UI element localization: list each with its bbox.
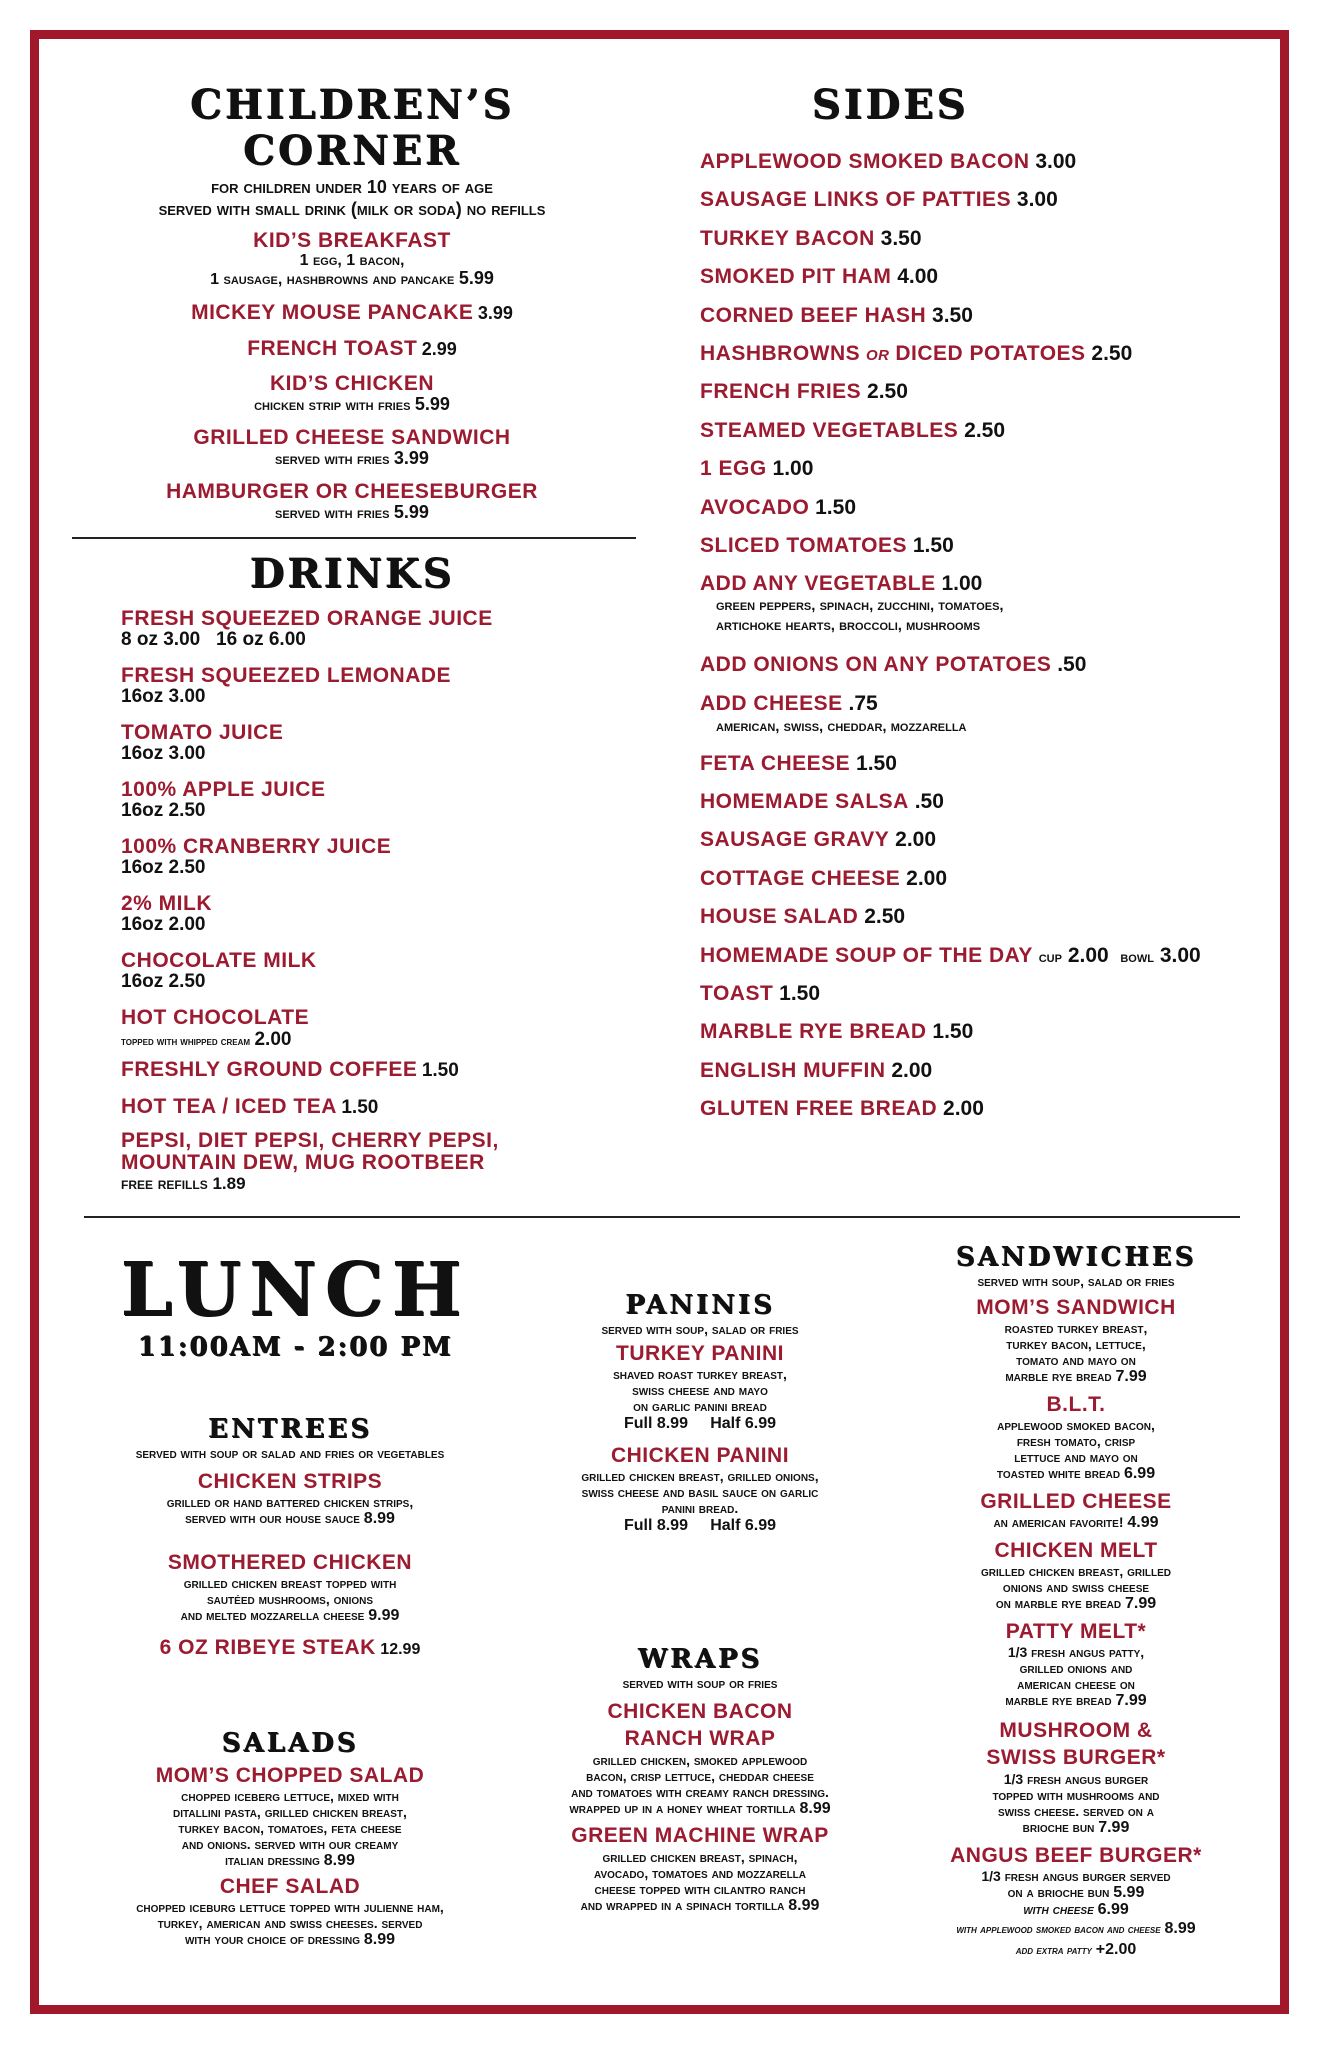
menu-item: [72, 481, 632, 523]
side-item: [700, 752, 1260, 790]
item-desc: ditallini pasta, grilled chicken breast,: [173, 1804, 407, 1820]
item-desc: onions and swiss cheese: [1002, 1579, 1150, 1595]
wraps-title: WRAPS: [637, 1644, 763, 1674]
item-desc: shaved roast turkey breast,: [613, 1366, 787, 1382]
item-price: 5.99: [1113, 1884, 1145, 1901]
item-desc: on garlic panini bread: [633, 1398, 767, 1414]
side-item: [700, 692, 1260, 752]
menu-item: [80, 1636, 500, 1660]
item-desc: 1/3 fresh angus patty,: [1007, 1644, 1145, 1660]
item-price: Full 8.99: [623, 1517, 688, 1534]
item-price: 16oz 2.50: [121, 857, 206, 878]
item-desc: 1/3 fresh angus burger served: [981, 1868, 1171, 1884]
lunch-hours: 11:00AM - 2:00 PM: [137, 1332, 453, 1362]
title-line-1: CHILDREN’S: [189, 81, 515, 128]
item-price: 16oz 3.00: [121, 686, 206, 707]
menu-item: [80, 1764, 500, 1869]
menu-item-angus: [896, 1844, 1256, 1958]
item-desc: grilled chicken breast topped with: [183, 1575, 397, 1591]
side-item: [700, 1097, 1260, 1135]
item-desc: marble rye bread: [1005, 1692, 1112, 1708]
paninis-note: served with soup, salad or fries: [601, 1321, 799, 1337]
item-price: 16oz 2.50: [121, 971, 206, 992]
item-desc: brioche bun: [1022, 1819, 1095, 1835]
item-desc: an american favorite!: [993, 1514, 1124, 1530]
item-name: TOAST: [700, 982, 774, 1006]
side-item: [700, 653, 1260, 691]
side-item: [700, 188, 1260, 226]
item-name: HAMBURGER OR CHEESEBURGER: [166, 480, 538, 503]
item-size: cup: [1038, 948, 1062, 966]
drink-item: [121, 665, 632, 722]
item-desc: on a brioche bun: [1007, 1884, 1110, 1900]
side-item: [700, 790, 1260, 828]
item-name: GLUTEN FREE BREAD: [700, 1097, 938, 1121]
item-name: 1 EGG: [700, 457, 767, 481]
item-name: RANCH WRAP: [624, 1727, 776, 1750]
item-name: ADD CHEESE: [700, 691, 843, 715]
item-name: PEPSI, DIET PEPSI, CHERRY PEPSI,: [121, 1129, 499, 1152]
lunch-title: LUNCH: [120, 1247, 470, 1333]
item-desc: free refills: [121, 1174, 208, 1193]
salads-title: SALADS: [221, 1728, 359, 1758]
menu-item: [520, 1823, 880, 1914]
item-price: +2.00: [1095, 1941, 1137, 1958]
item-price: 2.99: [421, 339, 457, 359]
item-name: SMOKED PIT HAM: [700, 265, 892, 289]
menu-item: [80, 1551, 500, 1624]
drink-item: [121, 1059, 632, 1096]
item-size: bowl: [1120, 948, 1154, 966]
item-name: ANGUS BEEF BURGER*: [950, 1844, 1202, 1867]
item-name: 2% MILK: [121, 892, 213, 915]
item-name: HASHBROWNS: [700, 341, 861, 365]
item-price: 1.89: [212, 1174, 246, 1193]
item-price: 1.00: [772, 457, 814, 481]
item-name: AVOCADO: [700, 495, 810, 519]
item-desc: and melted mozzarella cheese: [180, 1607, 365, 1623]
item-name: ADD ANY VEGETABLE: [700, 572, 936, 596]
item-desc: and tomatoes with creamy ranch dressing.: [571, 1784, 829, 1800]
item-desc: with your choice of dressing: [184, 1931, 360, 1947]
item-price: 8 oz 3.00 16 oz 6.00: [121, 629, 306, 650]
item-price: .50: [914, 790, 944, 814]
item-name: STEAMED VEGETABLES: [700, 418, 959, 442]
item-desc: grilled chicken breast, grilled onions,: [581, 1468, 819, 1484]
item-name: FRESH SQUEEZED LEMONADE: [121, 664, 452, 687]
item-name: APPLEWOOD SMOKED BACON: [700, 150, 1030, 173]
item-desc: served with our house sauce: [185, 1510, 360, 1526]
side-item: [700, 227, 1260, 265]
menu-item: [896, 1717, 1256, 1836]
side-item: [700, 944, 1260, 982]
item-price: 9.99: [368, 1607, 400, 1624]
item-desc: tomato and mayo on: [1016, 1352, 1136, 1368]
item-name: CHICKEN PANINI: [610, 1444, 790, 1467]
menu-item: [520, 1342, 880, 1434]
item-desc: turkey bacon, lettuce,: [1006, 1336, 1146, 1352]
item-desc: and wrapped in a spinach tortilla: [580, 1897, 785, 1913]
drink-item: [121, 1007, 632, 1059]
item-name: TURKEY PANINI: [616, 1342, 784, 1365]
item-name: CHICKEN BACON: [607, 1700, 793, 1723]
item-price: 12.99: [380, 1641, 421, 1658]
item-price: 3.99: [477, 303, 513, 323]
sides-title: SIDES: [811, 81, 969, 128]
item-name: HOUSE SALAD: [700, 905, 859, 929]
side-item: [700, 380, 1260, 418]
item-price: 1.50: [779, 982, 821, 1006]
side-item: [700, 534, 1260, 572]
item-price: 2.00: [943, 1097, 984, 1121]
item-name: MUSHROOM &: [999, 1719, 1153, 1742]
item-name: 100% APPLE JUICE: [121, 778, 326, 801]
item-name: FRESH SQUEEZED ORANGE JUICE: [121, 607, 493, 630]
item-name: GREEN MACHINE WRAP: [571, 1824, 829, 1847]
drinks-section: [72, 552, 632, 1194]
item-name: HOMEMADE SALSA: [700, 790, 909, 814]
item-price: .50: [1057, 653, 1087, 677]
item-name: SMOTHERED CHICKEN: [167, 1551, 413, 1574]
children-note-age: for children under 10 years of age: [211, 177, 493, 197]
item-desc: american cheese on: [1017, 1676, 1135, 1692]
item-price: 1.50: [815, 495, 856, 519]
item-price: 3.00: [1016, 188, 1058, 212]
item-price: 7.99: [1115, 1692, 1147, 1709]
item-name: MICKEY MOUSE PANCAKE: [191, 301, 474, 324]
item-desc: topped with mushrooms and: [992, 1787, 1160, 1803]
side-item: [700, 150, 1260, 188]
item-price: Half 6.99: [710, 1415, 777, 1432]
item-price: 1.50: [932, 1020, 974, 1044]
menu-item: [72, 301, 632, 325]
item-price: 7.99: [1124, 1595, 1157, 1612]
item-desc: artichoke hearts, broccoli, mushrooms: [716, 617, 981, 635]
sandwiches-section: [896, 1242, 1256, 1958]
item-desc: 1 sausage, hashbrowns and pancake: [210, 271, 455, 288]
item-price: Full 8.99: [623, 1415, 688, 1432]
item-desc: chicken strip with fries: [254, 397, 411, 414]
side-item: [700, 419, 1260, 457]
item-name: FRENCH FRIES: [700, 380, 862, 404]
item-name: DICED POTATOES: [895, 341, 1086, 365]
item-desc: served with fries: [275, 505, 390, 522]
item-name: CORNED BEEF HASH: [700, 303, 927, 327]
item-price: 2.00: [254, 1029, 292, 1050]
drink-item: [121, 1096, 632, 1130]
drink-item: [121, 779, 632, 836]
menu-item: [520, 1444, 880, 1536]
item-name: MOUNTAIN DEW, MUG ROOTBEER: [121, 1151, 485, 1174]
drink-item: [121, 608, 632, 665]
side-item: [700, 1020, 1260, 1058]
item-desc: chopped iceburg lettuce topped with julienne ham,: [136, 1899, 444, 1915]
wraps-note: served with soup or fries: [622, 1675, 778, 1691]
item-desc: green peppers, spinach, zucchini, tomatoes,: [716, 597, 1004, 615]
item-desc: applewood smoked bacon,: [997, 1417, 1155, 1433]
menu-item: [896, 1620, 1256, 1709]
item-price: 16oz 2.00: [121, 914, 206, 935]
item-name: SAUSAGE GRAVY: [700, 828, 890, 852]
item-price: 7.99: [1115, 1368, 1147, 1385]
wraps-section: [520, 1644, 880, 1914]
item-price: 5.99: [458, 268, 494, 288]
item-desc: grilled chicken, smoked applewood: [592, 1752, 808, 1768]
item-desc: grilled or hand battered chicken strips,: [166, 1494, 414, 1510]
item-desc: italian dressing: [225, 1852, 320, 1868]
item-name: GRILLED CHEESE SANDWICH: [193, 426, 511, 449]
childrens-corner-section: [72, 82, 632, 523]
drink-item: [121, 893, 632, 950]
item-desc: swiss cheese and mayo: [632, 1382, 768, 1398]
item-desc: panini bread.: [661, 1500, 739, 1516]
item-option: add extra patty: [1015, 1943, 1092, 1957]
menu-item: [72, 230, 632, 289]
item-name: 100% CRANBERRY JUICE: [121, 835, 392, 858]
side-item: [700, 905, 1260, 943]
item-name: CHICKEN MELT: [994, 1539, 1158, 1562]
item-price: 2.50: [867, 380, 908, 404]
item-desc: american, swiss, cheddar, mozzarella: [716, 717, 967, 735]
item-price: 2.50: [1091, 341, 1133, 365]
item-name: SAUSAGE LINKS OF PATTIES: [700, 188, 1012, 212]
item-price: 1.50: [421, 1060, 459, 1081]
item-desc: and onions. served with our creamy: [181, 1836, 399, 1852]
item-price: 5.99: [414, 394, 450, 414]
item-price: 3.00: [1159, 943, 1201, 967]
entrees-note: served with soup or salad and fries or vegetables: [135, 1445, 445, 1461]
item-desc: swiss cheese and basil sauce on garlic: [581, 1484, 819, 1500]
childrens-corner-title: [72, 82, 632, 174]
item-price: 8.99: [799, 1800, 831, 1817]
menu-item: [896, 1490, 1256, 1531]
side-item: [700, 982, 1260, 1020]
menu-item: [896, 1539, 1256, 1612]
side-item: [700, 457, 1260, 495]
menu-item: [896, 1393, 1256, 1482]
drink-item: [121, 722, 632, 779]
item-desc: bacon, crisp lettuce, cheddar cheese: [586, 1768, 814, 1784]
divider: [84, 1216, 1240, 1218]
item-name: HOT TEA / ICED TEA: [121, 1095, 337, 1118]
item-desc: chopped iceberg lettuce, mixed with: [181, 1788, 399, 1804]
item-name: MOM’S CHOPPED SALAD: [155, 1764, 425, 1787]
menu-item: [80, 1470, 500, 1527]
item-connector: OR: [866, 346, 890, 364]
item-price: 2.00: [895, 828, 937, 852]
item-price: Half 6.99: [710, 1517, 777, 1534]
side-item: [700, 867, 1260, 905]
drinks-title: DRINKS: [249, 550, 455, 597]
sandwiches-title: SANDWICHES: [955, 1242, 1197, 1272]
item-name: SLICED TOMATOES: [700, 533, 908, 557]
entrees-section: [80, 1414, 500, 1660]
side-item: [700, 572, 1260, 653]
item-name: TURKEY BACON: [700, 226, 875, 250]
item-price: 2.00: [1067, 943, 1109, 967]
item-desc: toasted white bread: [996, 1465, 1121, 1481]
item-price: 7.99: [1098, 1819, 1130, 1836]
item-desc: fresh tomato, crisp: [1016, 1433, 1136, 1449]
item-name: COTTAGE CHEESE: [700, 866, 901, 890]
item-price: 2.50: [864, 905, 906, 929]
item-desc: on marble rye bread: [995, 1595, 1122, 1611]
item-name: ADD ONIONS ON ANY POTATOES: [700, 653, 1052, 677]
item-price: 5.99: [393, 502, 429, 522]
item-name: FRENCH TOAST: [247, 337, 418, 360]
drink-item: [121, 836, 632, 893]
item-desc: grilled chicken breast, spinach,: [602, 1849, 798, 1865]
item-price: 2.00: [906, 866, 948, 890]
menu-item: [520, 1698, 880, 1817]
item-name: HOMEMADE SOUP OF THE DAY: [700, 943, 1033, 967]
side-item: [700, 496, 1260, 534]
item-price: 1.50: [341, 1097, 379, 1118]
menu-item: [72, 427, 632, 469]
item-desc: roasted turkey breast,: [1004, 1320, 1148, 1336]
menu-item: [80, 1875, 500, 1948]
item-name: MARBLE RYE BREAD: [700, 1020, 927, 1044]
paninis-title: PANINIS: [625, 1290, 775, 1320]
item-desc: 1 egg, 1 bacon,: [299, 252, 405, 269]
menu-item: [72, 373, 632, 415]
item-desc: grilled onions and: [1019, 1660, 1133, 1676]
item-price: 4.00: [897, 265, 939, 289]
entrees-title: ENTREES: [208, 1414, 372, 1444]
side-item: [700, 828, 1260, 866]
item-price: 1.00: [941, 572, 983, 596]
item-name: ENGLISH MUFFIN: [700, 1058, 886, 1082]
side-item: [700, 304, 1260, 342]
item-price: 2.50: [964, 418, 1006, 442]
item-desc: wrapped up in a honey wheat tortilla: [569, 1800, 796, 1816]
item-desc: grilled chicken breast, grilled: [980, 1563, 1171, 1579]
item-price: 3.50: [880, 226, 922, 250]
sandwiches-note: served with soup, salad or fries: [977, 1273, 1175, 1289]
item-name: MOM’S SANDWICH: [976, 1296, 1176, 1319]
item-name: CHICKEN STRIPS: [197, 1470, 383, 1493]
side-item: [700, 342, 1260, 380]
item-price: 8.99: [363, 1510, 395, 1527]
item-price: .75: [848, 691, 878, 715]
sides-section: [700, 82, 1260, 1136]
item-price: 1.50: [856, 751, 897, 775]
item-price: 3.50: [932, 303, 973, 327]
item-name: GRILLED CHEESE: [980, 1490, 1172, 1513]
title-line-2: CORNER: [242, 127, 462, 174]
menu-item: [72, 337, 632, 361]
item-desc: turkey, american and swiss cheeses. served: [157, 1915, 423, 1931]
item-desc: turkey bacon, tomatoes, feta cheese: [178, 1820, 402, 1836]
item-price: 16oz 3.00: [121, 743, 206, 764]
paninis-section: [520, 1290, 880, 1536]
item-option: with cheese: [1023, 1901, 1094, 1917]
item-name: CHOCOLATE MILK: [121, 949, 317, 972]
item-price: 6.99: [1123, 1465, 1156, 1482]
salads-section: [80, 1728, 500, 1948]
item-name: SWISS BURGER*: [986, 1746, 1166, 1769]
item-price: 1.50: [912, 533, 954, 557]
item-price: 8.99: [323, 1852, 355, 1869]
side-item: [700, 1059, 1260, 1097]
item-name: B.L.T.: [1046, 1393, 1106, 1416]
item-price: 8.99: [1164, 1920, 1196, 1937]
item-desc: topped with whipped cream: [121, 1036, 251, 1048]
item-desc: cheese topped with cilantro ranch: [594, 1881, 806, 1897]
item-desc: avocado, tomatoes and mozzarella: [593, 1865, 807, 1881]
item-desc: lettuce and mayo on: [1014, 1449, 1138, 1465]
item-price: 2.00: [891, 1058, 933, 1082]
children-note-drink: served with small drink (milk or soda) no refills: [158, 199, 546, 219]
item-price: 6.99: [1097, 1901, 1129, 1918]
item-name: TOMATO JUICE: [121, 721, 284, 744]
item-price: 16oz 2.50: [121, 800, 206, 821]
item-option: with applewood smoked bacon and cheese: [956, 1922, 1161, 1936]
item-name: 6 OZ RIBEYE STEAK: [159, 1636, 376, 1659]
item-desc: swiss cheese. served on a: [998, 1803, 1154, 1819]
item-name: KID’S CHICKEN: [269, 372, 434, 395]
item-price: 8.99: [788, 1897, 820, 1914]
item-price: 4.99: [1127, 1514, 1159, 1531]
item-price: 3.99: [393, 448, 429, 468]
item-desc: 1/3 fresh angus burger: [1003, 1771, 1149, 1787]
item-desc: sautéed mushrooms, onions: [206, 1591, 374, 1607]
item-price: 8.99: [363, 1931, 396, 1948]
item-name: FETA CHEESE: [700, 751, 851, 775]
drink-item: [121, 950, 632, 1007]
item-desc: served with fries: [275, 451, 390, 468]
side-item: [700, 265, 1260, 303]
item-name: KID’S BREAKFAST: [253, 229, 451, 252]
item-price: 3.00: [1035, 150, 1077, 173]
item-desc: marble rye bread: [1005, 1368, 1112, 1384]
menu-item: [896, 1296, 1256, 1385]
lunch-header: [100, 1248, 490, 1362]
item-name: PATTY MELT*: [1005, 1620, 1147, 1643]
divider: [72, 537, 636, 539]
soda-item: [121, 1130, 632, 1194]
item-name: FRESHLY GROUND COFFEE: [121, 1058, 418, 1081]
item-name: HOT CHOCOLATE: [121, 1006, 310, 1029]
item-name: CHEF SALAD: [219, 1875, 361, 1898]
